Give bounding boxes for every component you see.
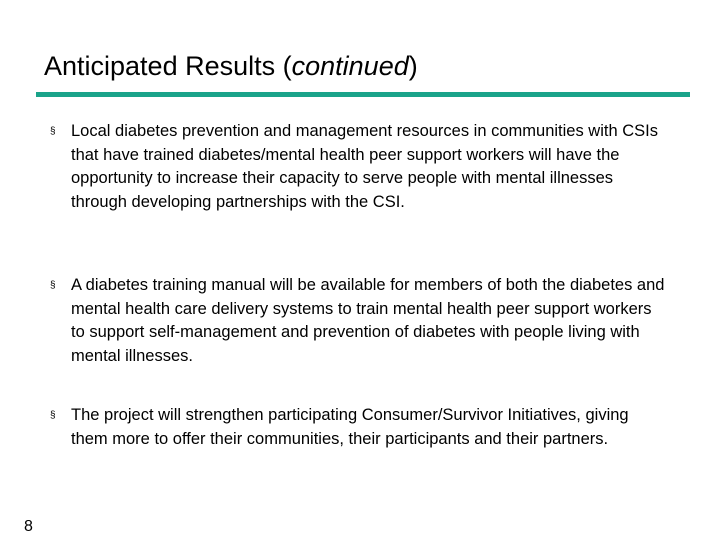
- title-italic: continued: [291, 51, 409, 81]
- square-bullet-icon: §: [50, 410, 56, 421]
- square-bullet-icon: §: [50, 126, 56, 137]
- bullet-text: The project will strengthen participating Consumer/Survivor Initiatives, giving them more to offer their communities, their participants and their partners.: [71, 406, 629, 448]
- page-number: 8: [24, 518, 33, 535]
- title-prefix: Anticipated Results (: [44, 51, 292, 81]
- bullet-item: [50, 120, 670, 214]
- slide-title: [44, 50, 418, 82]
- title-suffix: ): [408, 51, 418, 81]
- bullet-text: A diabetes training manual will be available for members of both the diabetes and mental health care delivery systems to train mental health peer support workers to support self-management and prevention of diabetes with people living with mental illnesses.: [71, 276, 665, 365]
- bullet-text: Local diabetes prevention and management resources in communities with CSIs that have trained diabetes/mental health peer support workers will have the opportunity to increase their capacity to serve people with mental illnesses through developing partnerships with the CSI.: [71, 122, 658, 211]
- title-underline-rule: [36, 92, 690, 97]
- bullet-item: [50, 274, 670, 368]
- square-bullet-icon: §: [50, 280, 56, 291]
- bullet-item: [50, 404, 670, 451]
